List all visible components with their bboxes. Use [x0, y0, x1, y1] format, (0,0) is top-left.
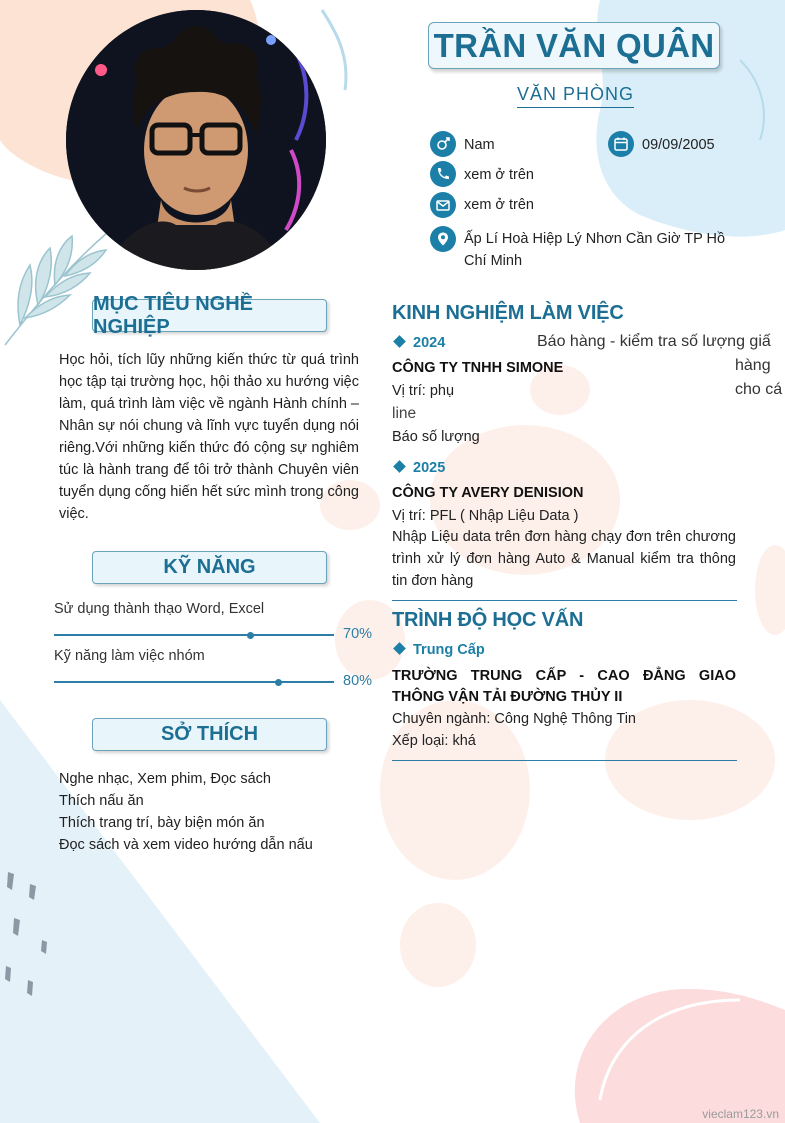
job-detail: Báo số lượng	[392, 429, 480, 445]
education-level	[392, 642, 485, 658]
rank: Xếp loại: khá	[392, 733, 476, 749]
skill-level-marker	[275, 679, 282, 686]
skill-level-marker	[247, 632, 254, 639]
job-detail: Nhập Liệu data trên đơn hàng chạy đơn trên chương trình xử lý đơn hàng Auto & Manual kiểm tra thông tin đơn hàng	[392, 529, 736, 589]
education-level-text: Trung Cấp	[413, 642, 485, 658]
job-year-text: 2024	[413, 335, 446, 351]
section-divider	[392, 600, 737, 601]
objective-text: Học hỏi, tích lũy những kiến thức từ quá trình học tập tại trường học, hội thảo xu hướng việc làm, quá trình làm việc về ngành Hành chính – Nhân sự nói chung và lĩnh vực tuyển dụng nói riêng.Với những kiến thức đó cộng sự nghiêm túc là hành trang để tôi trở thành Chuyên viên tuyển dụng cống hiến hết sức mình trong công việc.	[59, 352, 359, 522]
job-detail-overflow: cho cá	[735, 381, 783, 398]
hobby-item: Đọc sách và xem video hướng dẫn nấu	[59, 837, 313, 853]
watermark: vieclam123.vn	[702, 1107, 779, 1121]
skill-bar	[54, 681, 334, 683]
email-value: xem ở trên	[464, 197, 534, 213]
diamond-bullet-icon	[393, 642, 406, 655]
company-name: CÔNG TY AVERY DENISION	[392, 485, 584, 501]
hobby-item: Thích trang trí, bày biện món ăn	[59, 815, 265, 831]
major: Chuyên ngành: Công Nghệ Thông Tin	[392, 711, 636, 727]
section-divider	[392, 760, 737, 761]
skill-bar	[54, 634, 334, 636]
skill-label: Kỹ năng làm việc nhóm	[54, 648, 205, 664]
company-name: CÔNG TY TNHH SIMONE	[392, 360, 564, 376]
job-year-text: 2025	[413, 460, 446, 476]
skill-percent: 80%	[343, 673, 373, 689]
job-year	[392, 460, 445, 476]
skill-label: Sử dụng thành thạo Word, Excel	[54, 601, 265, 617]
school-name: TRƯỜNG TRUNG CẤP - CAO ĐẲNG GIAO THÔNG VẬN TẢI ĐƯỜNG THỦY II	[392, 668, 736, 705]
diamond-bullet-icon	[393, 460, 406, 473]
job-detail-overflow: hàng	[735, 357, 771, 374]
diamond-bullet-icon	[393, 335, 406, 348]
profile-photo-illustration	[66, 10, 326, 270]
profile-photo	[66, 10, 326, 270]
address-value: Ấp Lí Hoà Hiệp Lý Nhơn Cần Giờ TP Hồ Chí Minh	[464, 231, 726, 269]
phone-icon	[430, 161, 456, 187]
job-year	[392, 335, 445, 351]
skill-percent: 70%	[343, 626, 373, 642]
experience-heading: KINH NGHIỆM LÀM VIỆC	[392, 302, 624, 324]
education-heading: TRÌNH ĐỘ HỌC VẤN	[392, 609, 584, 631]
hobbies-heading: SỞ THÍCH	[92, 718, 327, 751]
skills-heading: KỸ NĂNG	[92, 551, 327, 584]
birthday-value: 09/09/2005	[642, 137, 715, 153]
job-role: Vị trí: PFL ( Nhập Liệu Data )	[392, 508, 579, 524]
hobby-item: Nghe nhạc, Xem phim, Đọc sách	[59, 771, 271, 787]
gender-icon	[430, 131, 456, 157]
hobby-item: Thích nấu ăn	[59, 793, 144, 809]
calendar-icon	[608, 131, 634, 157]
location-icon	[430, 226, 456, 252]
gender-value: Nam	[464, 137, 495, 153]
job-role-continued: line	[392, 405, 417, 422]
job-role: Vị trí: phụ	[392, 383, 455, 399]
full-name: TRẦN VĂN QUÂN	[428, 22, 720, 69]
objective-heading: MỤC TIÊU NGHỀ NGHIỆP	[92, 299, 327, 332]
email-icon	[430, 192, 456, 218]
job-detail-overflow: Báo hàng - kiểm tra số lượng giấ	[537, 333, 771, 350]
desired-position: VĂN PHÒNG	[517, 84, 634, 108]
phone-value: xem ở trên	[464, 167, 534, 183]
